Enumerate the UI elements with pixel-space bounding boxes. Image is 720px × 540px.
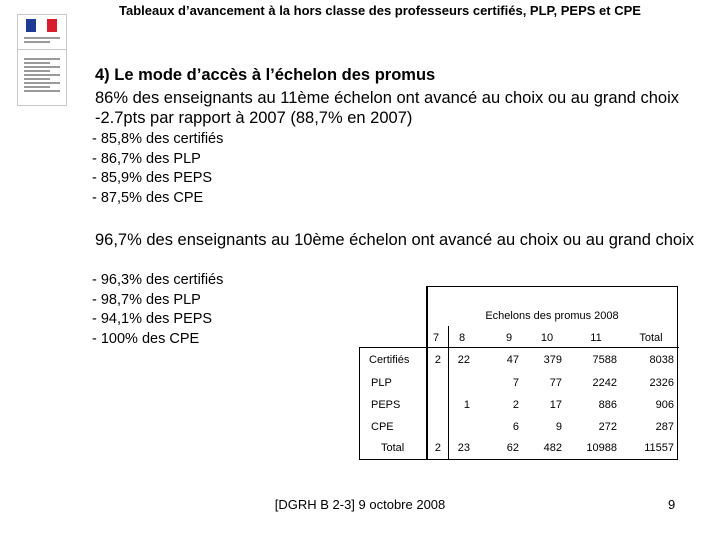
table-cell: 1 bbox=[463, 399, 470, 411]
table-cell: 10988 bbox=[586, 442, 617, 454]
table-cell: 7588 bbox=[592, 354, 617, 366]
table-rule bbox=[359, 347, 427, 348]
list-item: - 85,8% des certifiés bbox=[92, 131, 224, 147]
column-header: 8 bbox=[458, 332, 466, 344]
table-cell: 62 bbox=[506, 442, 519, 454]
table-cell: 23 bbox=[457, 442, 470, 454]
slide-title: Tableaux d’avancement à la hors classe des professeurs certifiés, PLP, PEPS et CPE bbox=[119, 3, 641, 18]
table-cell: 11557 bbox=[644, 442, 674, 454]
tricolor-flag-icon bbox=[26, 19, 57, 32]
list-item: - 85,9% des PEPS bbox=[92, 170, 213, 186]
list-item: - 94,1% des PEPS bbox=[92, 311, 213, 327]
table-cell: 22 bbox=[457, 354, 470, 366]
table-cell: 272 bbox=[598, 421, 617, 433]
row-label: CPE bbox=[371, 421, 394, 433]
table-cell: 379 bbox=[543, 354, 562, 366]
table-cell: 886 bbox=[598, 399, 617, 411]
footer-text: [DGRH B 2-3] 9 octobre 2008 bbox=[274, 497, 446, 512]
table-cell: 8038 bbox=[649, 354, 674, 366]
table-column-rule bbox=[448, 326, 449, 460]
list-10th-echelon bbox=[92, 271, 223, 349]
list-item: - 86,7% des PLP bbox=[92, 150, 201, 167]
table-title: Echelons des promus 2008 bbox=[485, 310, 619, 322]
table-cell: 2 bbox=[512, 399, 519, 411]
list-11th-echelon bbox=[92, 130, 223, 208]
paragraph-10th-echelon: 96,7% des enseignants au 10ème échelon ont avancé au choix ou au grand choix bbox=[95, 231, 695, 249]
list-item: - 100% des CPE bbox=[92, 330, 200, 347]
table-cell: 7 bbox=[512, 377, 519, 389]
table-cell: 77 bbox=[549, 377, 562, 389]
table-cell: 2326 bbox=[649, 377, 674, 389]
row-label: Certifiés bbox=[369, 354, 410, 366]
column-header: 7 bbox=[432, 332, 440, 344]
table-cell bbox=[420, 376, 470, 390]
paragraph-11th-echelon: 86% des enseignants au 11ème échelon ont avancé au choix ou au grand choix -2.7pts par rapport à 2007 (88,7% en 2007) bbox=[95, 89, 680, 127]
row-label: Total bbox=[381, 442, 405, 454]
table-rule bbox=[426, 347, 679, 348]
table-cell: 17 bbox=[549, 399, 562, 411]
table-cell: 47 bbox=[506, 354, 519, 366]
page-number: 9 bbox=[668, 497, 676, 512]
table-rule bbox=[359, 459, 427, 460]
column-header: 10 bbox=[540, 332, 554, 344]
ministry-logo bbox=[17, 49, 67, 106]
list-item: - 98,7% des PLP bbox=[92, 291, 201, 308]
table-cell: 9 bbox=[555, 421, 562, 433]
list-item: - 87,5% des CPE bbox=[92, 189, 204, 206]
table-cell: 2242 bbox=[592, 377, 617, 389]
column-header: Total bbox=[639, 332, 663, 344]
row-label: PLP bbox=[371, 377, 392, 389]
list-item: - 96,3% des certifiés bbox=[92, 272, 224, 288]
logo-text-lines bbox=[18, 35, 66, 43]
table-cell: 482 bbox=[543, 442, 562, 454]
ministry-logo-lines bbox=[18, 56, 66, 92]
column-header: 9 bbox=[505, 332, 513, 344]
column-header: 11 bbox=[590, 332, 602, 344]
table-cell: 6 bbox=[512, 421, 519, 433]
republic-logo bbox=[17, 14, 67, 50]
section-heading: 4) Le mode d’accès à l’échelon des promus bbox=[95, 66, 436, 84]
table-cell: 287 bbox=[655, 421, 674, 433]
row-label: PEPS bbox=[371, 399, 401, 411]
table-cell bbox=[420, 420, 470, 434]
table-cell: 2 bbox=[434, 442, 441, 454]
table-cell: 2 bbox=[434, 354, 441, 366]
table-column-rule bbox=[359, 347, 360, 460]
table-cell: 906 bbox=[655, 399, 674, 411]
